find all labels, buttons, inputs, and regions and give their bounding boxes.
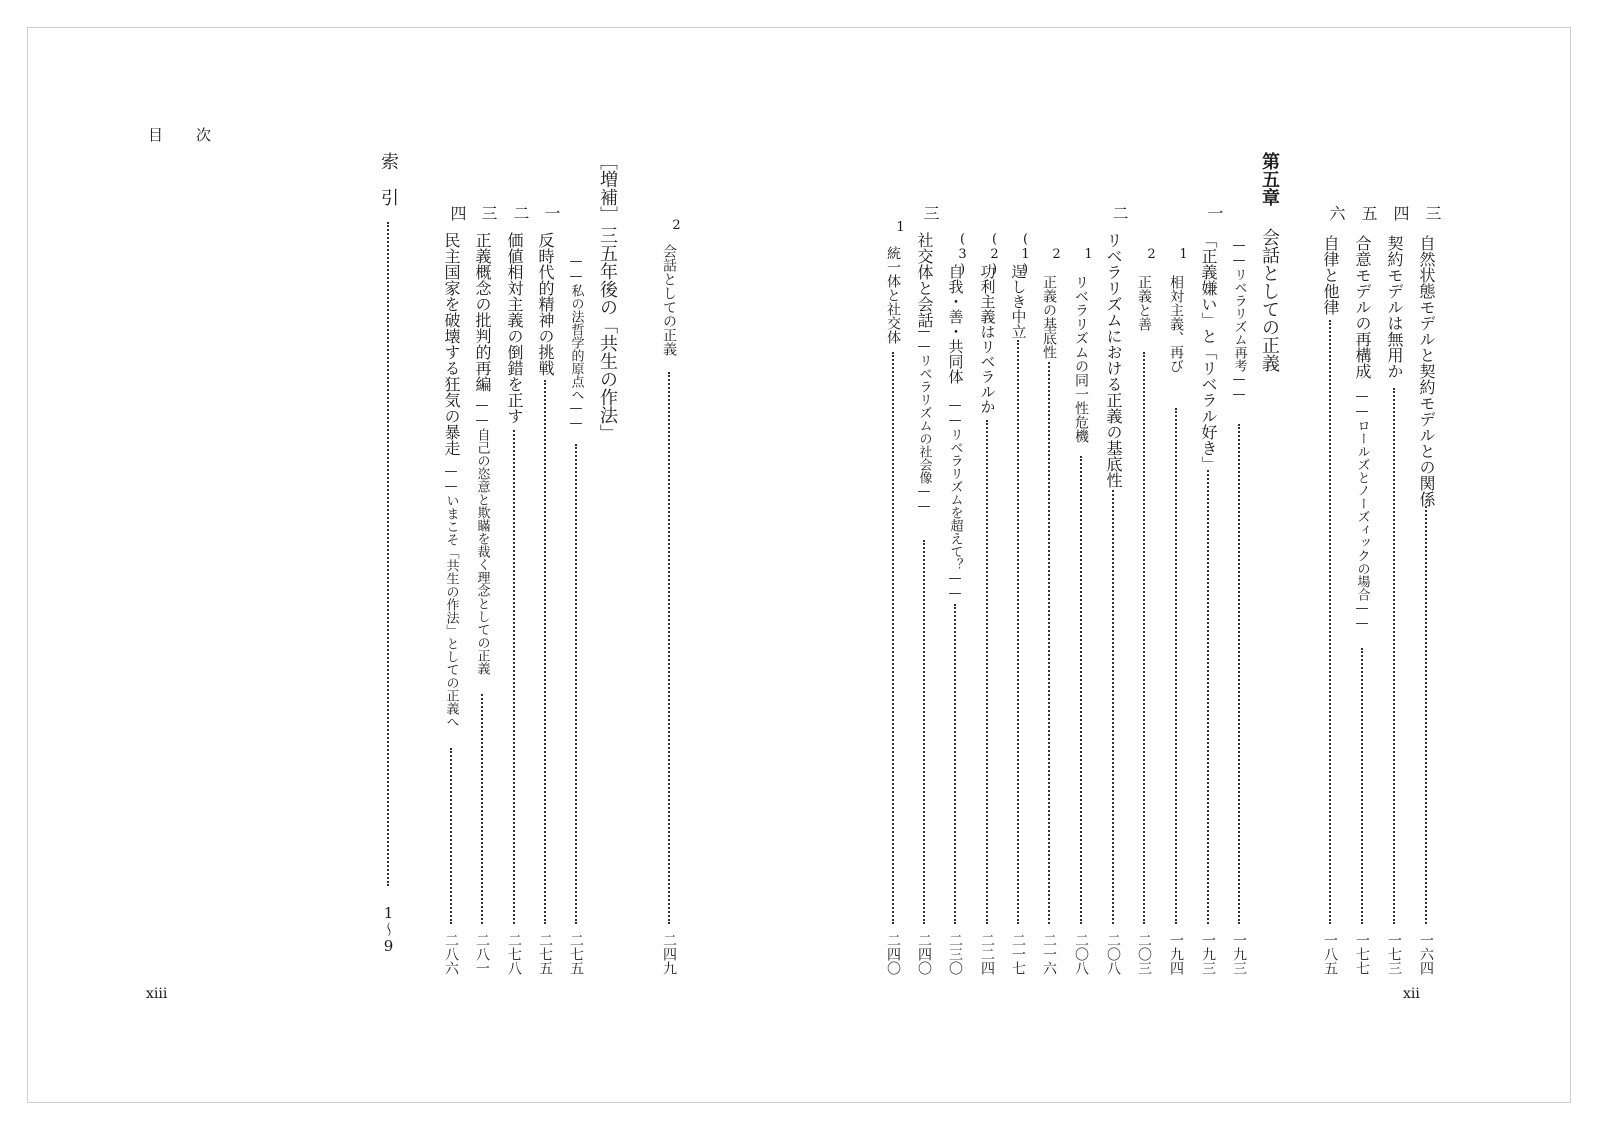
entry-label: 2 bbox=[669, 218, 684, 233]
dot-leader bbox=[513, 430, 515, 924]
entry-title: 自我・善・共同体 bbox=[946, 264, 965, 384]
dot-leader bbox=[1143, 352, 1145, 924]
entry-title: 統一体と社交体 bbox=[885, 246, 901, 344]
chapter-entry bbox=[590, 0, 624, 1131]
dot-leader bbox=[1207, 470, 1209, 924]
entry-title: 逞しき中立 bbox=[1009, 264, 1028, 339]
chapter-label: 第五章 bbox=[1259, 152, 1280, 206]
index-title: 引 bbox=[378, 188, 399, 206]
chapter-subtitle-line bbox=[562, 0, 590, 1131]
entry-page: 二八一 bbox=[474, 933, 490, 975]
entry-title: 正義の基底性 bbox=[1041, 275, 1057, 359]
entry-page: 二三〇 bbox=[947, 933, 963, 975]
toc-entry bbox=[1099, 0, 1127, 1131]
toc-entry bbox=[468, 0, 496, 1131]
chapter-title: 会話としての正義 bbox=[1259, 228, 1280, 372]
entry-label: (3) bbox=[955, 232, 970, 277]
entry-label: 三 bbox=[921, 205, 940, 221]
entry-title: 価値相対主義の倒錯を正す bbox=[505, 232, 524, 424]
dot-leader bbox=[450, 748, 452, 924]
entry-label: 1 bbox=[893, 220, 908, 235]
dot-leader bbox=[387, 222, 389, 886]
entry-title: 会話としての正義 bbox=[661, 244, 677, 356]
entry-label: 1 bbox=[1081, 247, 1096, 262]
dot-leader bbox=[1048, 362, 1050, 924]
dot-leader bbox=[1425, 506, 1427, 924]
entry-page: 一八五 bbox=[1322, 933, 1338, 975]
entry-subtitle: ——自己の恣意と欺瞞を裁く理念としての正義 bbox=[474, 398, 490, 675]
folio-right: xii bbox=[1403, 986, 1420, 1002]
dot-leader bbox=[575, 444, 577, 924]
entry-title: 「正義嫌い」と「リベラル好き」 bbox=[1199, 232, 1218, 472]
entry-title: 民主国家を破壊する狂気の暴走 bbox=[442, 232, 461, 456]
dot-leader bbox=[1175, 408, 1177, 924]
entry-page: 一七三 bbox=[1386, 933, 1402, 975]
chapter-subtitle: ——私の法哲学的原点へ—— bbox=[568, 254, 584, 431]
entry-page: 一六四 bbox=[1418, 933, 1434, 975]
chapter-page: 一九三 bbox=[1231, 933, 1247, 975]
entry-label: 四 bbox=[1391, 205, 1410, 221]
index-page: 1〜9 bbox=[379, 904, 398, 955]
entry-title: 社交体と会話 bbox=[915, 232, 934, 328]
dot-leader bbox=[986, 420, 988, 924]
dot-leader bbox=[481, 694, 483, 924]
dot-leader bbox=[1361, 648, 1363, 924]
entry-label: 四 bbox=[448, 205, 467, 221]
chapter-entry bbox=[1253, 0, 1285, 1131]
entry-subtitle: ——ロールズとノーズィックの場合—— bbox=[1354, 389, 1370, 631]
toc-entry bbox=[879, 0, 907, 1131]
toc-entry bbox=[1412, 0, 1440, 1131]
toc-entry bbox=[1004, 0, 1032, 1131]
toc-entry bbox=[500, 0, 528, 1131]
entry-title: 正義概念の批判的再編 bbox=[473, 232, 492, 392]
toc-entry bbox=[1067, 0, 1095, 1131]
chapter-title: 三五年後の「共生の作法」 bbox=[597, 226, 618, 442]
entry-title: 契約モデルは無用か bbox=[1385, 235, 1404, 379]
index-label: 索 bbox=[378, 152, 399, 170]
entry-page: 二二四 bbox=[979, 933, 995, 975]
entry-label: 一 bbox=[542, 205, 561, 221]
toc-entry bbox=[973, 0, 1001, 1131]
entry-label: 五 bbox=[1359, 205, 1378, 221]
entry-title: 合意モデルの再構成 bbox=[1353, 235, 1372, 379]
chapter-subtitle-line bbox=[1225, 0, 1253, 1131]
chapter-subtitle: ——リベラリズム再考—— bbox=[1231, 238, 1247, 402]
toc-entry bbox=[1348, 0, 1376, 1131]
entry-label: 2 bbox=[1144, 247, 1159, 262]
dot-leader bbox=[668, 372, 670, 924]
toc-entry bbox=[1316, 0, 1344, 1131]
dot-leader bbox=[892, 352, 894, 924]
index-entry bbox=[373, 0, 403, 1131]
entry-label: 三 bbox=[479, 205, 498, 221]
entry-label: 一 bbox=[1205, 205, 1224, 221]
entry-page: 二四〇 bbox=[916, 933, 932, 975]
entry-subtitle: ——いまこそ「共生の作法」としての正義へ bbox=[443, 464, 459, 728]
entry-title: 正義と善 bbox=[1136, 275, 1152, 331]
toc-entry bbox=[655, 0, 683, 1131]
entry-subtitle: ——リベラリズムの社会像—— bbox=[916, 324, 932, 514]
chapter-page: 二七五 bbox=[568, 933, 584, 975]
dot-leader bbox=[954, 604, 956, 924]
dot-leader bbox=[1080, 456, 1082, 924]
dot-leader bbox=[1393, 388, 1395, 924]
entry-label: 2 bbox=[1049, 247, 1064, 262]
entry-page: 二八六 bbox=[443, 933, 459, 975]
entry-page: 二四〇 bbox=[885, 933, 901, 975]
entry-page: 二〇三 bbox=[1136, 933, 1152, 975]
entry-title: 自然状態モデルと契約モデルとの関係 bbox=[1417, 235, 1436, 507]
toc-entry bbox=[1130, 0, 1158, 1131]
entry-page: 二一六 bbox=[1041, 933, 1057, 975]
entry-label: 三 bbox=[1423, 205, 1442, 221]
entry-label: 二 bbox=[511, 205, 530, 221]
toc-entry bbox=[1380, 0, 1408, 1131]
chapter-label: ［増補］ bbox=[597, 152, 618, 224]
toc-entry bbox=[437, 0, 465, 1131]
folio-left: xiii bbox=[146, 986, 168, 1002]
entry-title: 功利主義はリベラルか bbox=[978, 264, 997, 414]
entry-page: 一七七 bbox=[1354, 933, 1370, 975]
entry-label: (2) bbox=[987, 232, 1002, 277]
toc-entry bbox=[1162, 0, 1190, 1131]
entry-page: 一九四 bbox=[1168, 933, 1184, 975]
dot-leader bbox=[1112, 490, 1114, 924]
entry-label: 六 bbox=[1327, 205, 1346, 221]
entry-label: 二 bbox=[1110, 205, 1129, 221]
dot-leader bbox=[923, 540, 925, 924]
toc-entry bbox=[1194, 0, 1222, 1131]
entry-title: 相対主義、再び bbox=[1168, 275, 1184, 373]
entry-page: 一九三 bbox=[1200, 933, 1216, 975]
dot-leader bbox=[1329, 320, 1331, 924]
toc-entry bbox=[531, 0, 559, 1131]
entry-page: 二七五 bbox=[537, 933, 553, 975]
entry-label: 1 bbox=[1176, 247, 1191, 262]
entry-label: (1) bbox=[1018, 232, 1033, 277]
dot-leader bbox=[544, 380, 546, 924]
entry-subtitle: ——リベラリズムを超えて？—— bbox=[947, 398, 963, 601]
entry-title: 反時代的精神の挑戦 bbox=[536, 232, 555, 376]
toc-entry bbox=[1035, 0, 1063, 1131]
entry-page: 二一七 bbox=[1010, 933, 1026, 975]
dot-leader bbox=[1017, 340, 1019, 924]
dot-leader bbox=[1238, 424, 1240, 924]
entry-page: 二七八 bbox=[506, 933, 522, 975]
toc-entry bbox=[910, 0, 938, 1131]
entry-title: リベラリズムの同一性危機 bbox=[1073, 275, 1089, 443]
toc-entry bbox=[941, 0, 969, 1131]
entry-page: 二〇八 bbox=[1105, 933, 1121, 975]
header-title: 目 次 bbox=[148, 126, 213, 144]
entry-title: 自律と他律 bbox=[1321, 235, 1340, 315]
entry-page: 二〇八 bbox=[1073, 933, 1089, 975]
entry-page: 二四九 bbox=[661, 933, 677, 975]
entry-title: リベラリズムにおける正義の基底性 bbox=[1104, 232, 1123, 488]
